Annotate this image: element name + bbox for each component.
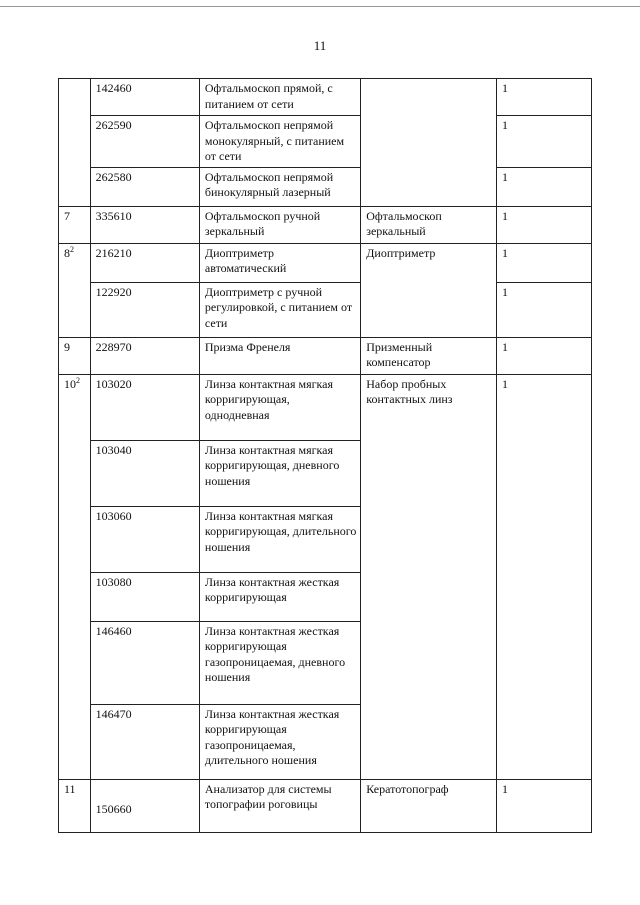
code-cell: 228970 xyxy=(90,337,199,374)
row-number xyxy=(59,374,91,779)
name-cell: Призма Френеля xyxy=(199,337,360,374)
table-row xyxy=(59,243,592,282)
row-number-superscript: 2 xyxy=(70,244,74,254)
name-cell: Офтальмоскоп непрямой монокулярный, с питанием от сети xyxy=(199,116,360,168)
name-cell: Офтальмоскоп прямой, с питанием от сети xyxy=(199,79,360,116)
qty-cell: 1 xyxy=(497,282,592,337)
code-cell: 262580 xyxy=(90,167,199,206)
row-number xyxy=(59,79,91,207)
code-cell: 103080 xyxy=(90,572,199,621)
row-number: 7 xyxy=(59,206,91,243)
top-edge-line xyxy=(0,6,640,7)
name-cell: Анализатор для системы топографии роговицы xyxy=(199,779,360,832)
name-cell: Линза контактная жесткая корригирующая xyxy=(199,572,360,621)
row-number xyxy=(59,243,91,337)
group-cell: Кератотопограф xyxy=(361,779,497,832)
row-number-superscript: 2 xyxy=(76,375,80,385)
name-cell: Диоптриметр с ручной регулировкой, с питанием от сети xyxy=(199,282,360,337)
group-cell: Диоптриметр xyxy=(361,243,497,337)
name-cell: Линза контактная жесткая корригирующая газопроницаемая, дневного ношения xyxy=(199,621,360,704)
row-number-main: 10 xyxy=(64,376,76,391)
name-cell: Линза контактная мягкая корригирующая, однодневная xyxy=(199,374,360,440)
row-number: 9 xyxy=(59,337,91,374)
code-cell: 146470 xyxy=(90,704,199,779)
group-cell: Призменный компенсатор xyxy=(361,337,497,374)
table-row xyxy=(59,282,592,337)
name-cell: Линза контактная мягкая корригирующая, дневного ношения xyxy=(199,440,360,506)
row-number: 11 xyxy=(59,779,91,832)
code-cell: 216210 xyxy=(90,243,199,282)
code-cell: 142460 xyxy=(90,79,199,116)
qty-cell: 1 xyxy=(497,779,592,832)
group-cell: Офтальмоскоп зеркальный xyxy=(361,206,497,243)
row-number-main: 8 xyxy=(64,245,70,260)
code-cell: 122920 xyxy=(90,282,199,337)
qty-cell: 1 xyxy=(497,374,592,779)
code-cell: 103040 xyxy=(90,440,199,506)
code-cell: 146460 xyxy=(90,621,199,704)
code-cell: 103060 xyxy=(90,506,199,572)
table-row xyxy=(59,206,592,243)
qty-cell: 1 xyxy=(497,167,592,206)
name-cell: Линза контактная жесткая корригирующая газопроницаемая, длительного ношения xyxy=(199,704,360,779)
table-row xyxy=(59,779,592,832)
group-cell: Набор пробных контактных линз xyxy=(361,374,497,779)
group-cell xyxy=(361,79,497,207)
name-cell: Диоптриметр автоматический xyxy=(199,243,360,282)
qty-cell: 1 xyxy=(497,243,592,282)
page-number: 11 xyxy=(313,38,327,53)
qty-cell: 1 xyxy=(497,79,592,116)
qty-cell: 1 xyxy=(497,116,592,168)
name-cell: Линза контактная мягкая корригирующая, длительного ношения xyxy=(199,506,360,572)
code-text: 150660 xyxy=(95,802,132,816)
table-row xyxy=(59,167,592,206)
equipment-table xyxy=(58,78,592,833)
qty-cell: 1 xyxy=(497,206,592,243)
table-row xyxy=(59,79,592,116)
name-cell: Офтальмоскоп ручной зеркальный xyxy=(199,206,360,243)
qty-cell: 1 xyxy=(497,337,592,374)
table-row xyxy=(59,337,592,374)
table-row xyxy=(59,374,592,440)
code-cell: 335610 xyxy=(90,206,199,243)
code-cell: 262590 xyxy=(90,116,199,168)
name-cell: Офтальмоскоп непрямой бинокулярный лазерный xyxy=(199,167,360,206)
table-row xyxy=(59,116,592,168)
code-cell xyxy=(90,779,199,832)
code-cell: 103020 xyxy=(90,374,199,440)
